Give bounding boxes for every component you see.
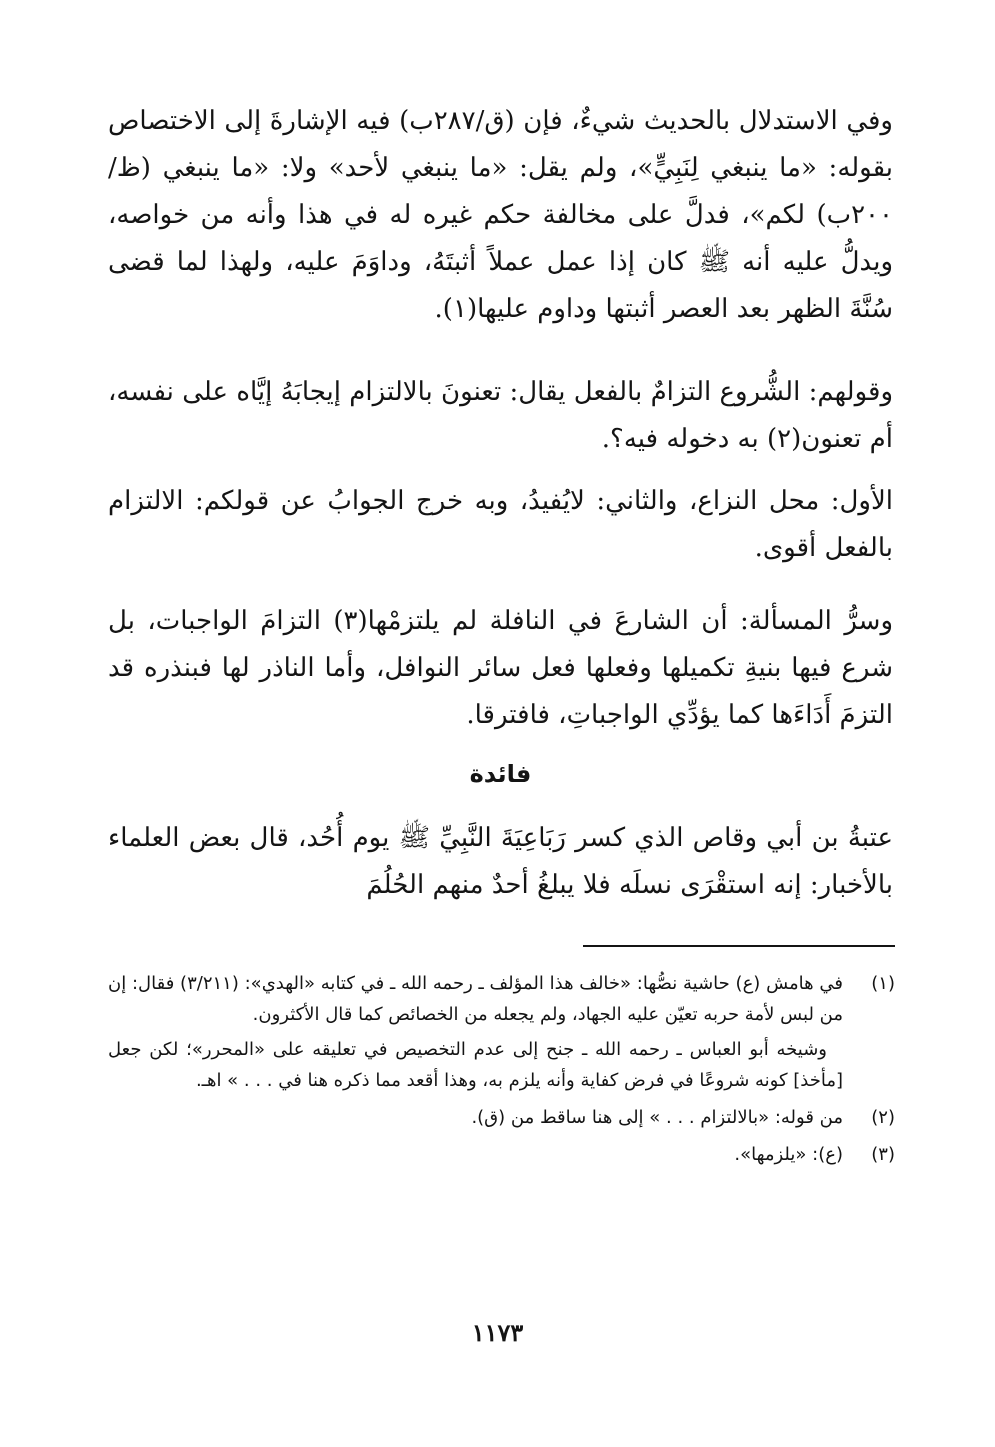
- footnote-body: [108, 1139, 843, 1170]
- footnote-body: [108, 1102, 843, 1133]
- paragraph-shuruu: وقولهم: الشُّروع التزامٌ بالفعل يقال: تعنونَ بالالتزام إيجابَهُ إيَّاه على نفسه، أم تعنون(٢) به دخوله فيه؟.: [108, 377, 893, 454]
- section-heading: فائدة: [469, 760, 532, 788]
- footnotes: [108, 968, 895, 1176]
- footnote-2: [108, 1102, 895, 1133]
- footnote-text: من قوله: «بالالتزام . . . » إلى هنا ساقط من (ق).: [471, 1107, 843, 1128]
- paragraph-utba: عتبةُ بن أبي وقاص الذي كسر رَبَاعِيَةَ النَّبِيِّ ﷺ يوم أُحُد، قال بعض العلماء بالأخبار: إنه استقْرَى نسلَه فلا يبلغُ أحدٌ منهم الحُلُمَ: [108, 823, 893, 900]
- footnote-number: (٢): [871, 1107, 895, 1128]
- paragraph-awwal: الأول: محل النزاع، والثاني: لايُفيدُ، وبه خرج الجوابُ عن قولكم: الالتزام بالفعل أقوى.: [108, 486, 893, 563]
- footnote-body: [108, 968, 843, 1096]
- footnote-1: [108, 968, 895, 1096]
- footnote-number: (٣): [871, 1144, 895, 1165]
- footnote-text: وشيخه أبو العباس ـ رحمه الله ـ جنح إلى عدم التخصيص في تعليقه على «المحرر»؛ لكن جعل [مأخذ] كونه شروعًا في فرض كفاية وأنه يلزم به، وهذا أقعد مما ذكره هنا في . . . » اهـ.: [108, 1039, 843, 1091]
- paragraph-sirr-almasala: وسرُّ المسألة: أن الشارعَ في النافلة لم يلتزمْها(٣) التزامَ الواجبات، بل شرع فيها بنيةِ تكميلها وفعلها فعل سائر النوافل، وأما الناذر لها فبنذره قد التزمَ أَدَاءَها كما يؤدِّي الواجباتِ، فافترقا.: [108, 606, 894, 730]
- footnote-separator: [583, 945, 895, 947]
- footnote-number: (١): [871, 973, 895, 994]
- footnote-3: [108, 1139, 895, 1170]
- page-number: ١١٧٣: [471, 1318, 524, 1347]
- paragraph-istidlal: وفي الاستدلال بالحديث شيءٌ، فإن (ق/٢٨٧ب) فيه الإشارةَ إلى الاختصاص بقوله: «ما ينبغي لِنَبِيٍّ»، ولم يقل: «ما ينبغي لأحد» ولا: «ما ينبغي (ظ/٢٠٠ب) لكم»، فدلَّ على مخالفة حكم غيره له في هذا وأنه من خواصه، ويدلُّ عليه أنه ﷺ كان إذا عمل عملاً أثبتَهُ، وداوَمَ عليه، ولهذا لما قضى سُنَّةَ الظهر بعد العصر أثبتها وداوم عليها(١).: [108, 106, 893, 324]
- footnote-text: (ع): «يلزمها».: [734, 1144, 843, 1165]
- footnote-text: في هامش (ع) حاشية نصُّها: «خالف هذا المؤلف ـ رحمه الله ـ في كتابه «الهدي»: (٣/٢١١) فقال: إن من لبس لأمة حربه تعيّن عليه الجهاد، ولم يجعله من الخصائص كما قال الأكثرون.: [108, 973, 844, 1025]
